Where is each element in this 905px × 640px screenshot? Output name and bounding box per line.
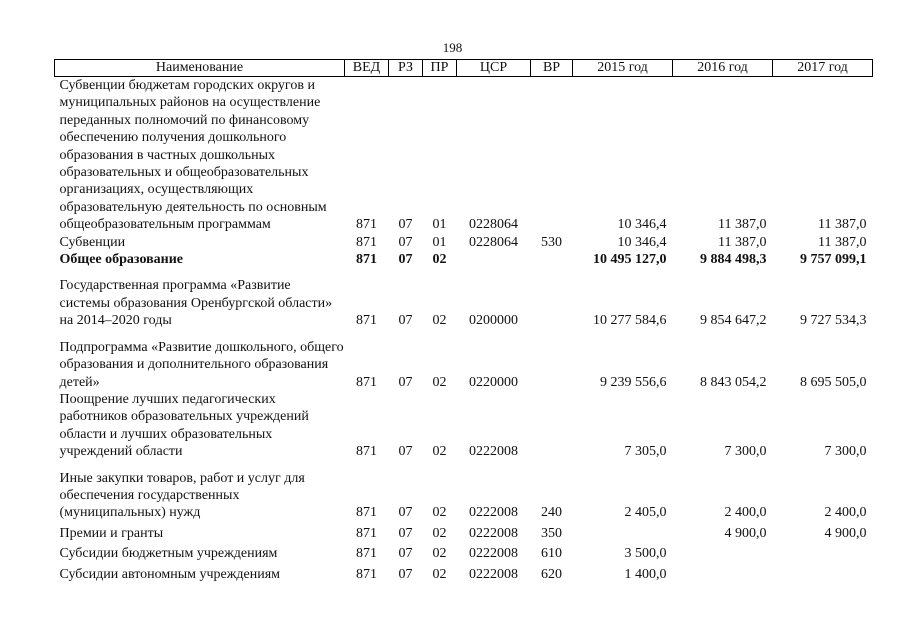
- row-csr: 0222008: [469, 505, 518, 521]
- row-name: Премии и гранты: [59, 525, 164, 541]
- table-row: [55, 391, 873, 461]
- table-row: [55, 330, 873, 391]
- row-2016: 4 900,0: [724, 525, 767, 541]
- row-vr: [531, 77, 573, 234]
- row-rz: 07: [398, 374, 413, 390]
- row-2015: 10 277 584,6: [593, 313, 667, 329]
- row-2015: 2 405,0: [624, 505, 667, 521]
- row-vr: [531, 391, 573, 461]
- row-name: Общее образование: [59, 252, 184, 268]
- row-csr: 0222008: [469, 566, 518, 582]
- row-pr: 02: [432, 566, 447, 582]
- row-ved: 871: [356, 234, 377, 250]
- row-csr: 0220000: [469, 374, 518, 390]
- table-row: [55, 77, 873, 234]
- row-rz: 07: [398, 444, 413, 460]
- table-row: [55, 268, 873, 329]
- row-ved: 871: [356, 566, 377, 582]
- row-pr: 02: [432, 505, 447, 521]
- row-vr: 350: [541, 525, 562, 541]
- row-ved: 871: [356, 505, 377, 521]
- row-pr: 02: [432, 252, 447, 268]
- row-2017: 2 400,0: [824, 505, 867, 521]
- row-name: Субвенции: [59, 234, 126, 250]
- row-csr: 0228064: [469, 217, 518, 233]
- row-2015: 9 239 556,6: [600, 374, 667, 390]
- row-2017: 8 695 505,0: [800, 374, 867, 390]
- row-name: Государственная программа «Развитие системы образования Оренбургской области» на 2014–2020 годы: [59, 278, 333, 329]
- row-name: Субсидии автономным учреждениям: [59, 566, 281, 582]
- row-name: Поощрение лучших педагогических работников образовательных учреждений области и лучших образовательных учреждений области: [59, 391, 309, 460]
- table-row: [55, 563, 873, 583]
- row-2017: 11 387,0: [818, 234, 867, 250]
- row-2016: 11 387,0: [718, 234, 767, 250]
- budget-table: [54, 59, 873, 583]
- row-rz: 07: [398, 505, 413, 521]
- row-vr: 620: [541, 566, 562, 582]
- row-2016: [673, 563, 773, 583]
- row-vr: [531, 268, 573, 329]
- row-2015: 10 495 127,0: [593, 252, 667, 268]
- row-vr: [531, 330, 573, 391]
- row-ved: 871: [356, 313, 377, 329]
- row-rz: 07: [398, 546, 413, 562]
- row-ved: 871: [356, 525, 377, 541]
- row-csr: 0228064: [469, 234, 518, 250]
- header-2017: 2017 год: [773, 60, 873, 77]
- row-rz: 07: [398, 313, 413, 329]
- row-ved: 871: [356, 374, 377, 390]
- row-pr: 02: [432, 546, 447, 562]
- row-rz: 07: [398, 525, 413, 541]
- row-ved: 871: [356, 252, 377, 268]
- header-2015: 2015 год: [573, 60, 673, 77]
- row-name: Подпрограмма «Развитие дошкольного, общего образования и дополнительного образования детей»: [59, 339, 344, 390]
- row-pr: 02: [432, 374, 447, 390]
- header-rz: РЗ: [389, 60, 423, 77]
- header-pr: ПР: [423, 60, 457, 77]
- row-pr: 01: [432, 217, 447, 233]
- row-2017: 9 757 099,1: [800, 252, 867, 268]
- row-vr: 240: [541, 505, 562, 521]
- row-pr: 02: [432, 313, 447, 329]
- row-2016: 2 400,0: [724, 505, 767, 521]
- header-2016: 2016 год: [673, 60, 773, 77]
- row-2016: 9 854 647,2: [700, 313, 767, 329]
- row-pr: 01: [432, 234, 447, 250]
- header-ved: ВЕД: [345, 60, 389, 77]
- row-2016: [673, 542, 773, 562]
- header-name: Наименование: [55, 60, 345, 77]
- row-csr: [457, 251, 531, 268]
- row-2017: 11 387,0: [818, 217, 867, 233]
- header-csr: ЦСР: [457, 60, 531, 77]
- row-2017: 4 900,0: [824, 525, 867, 541]
- row-2016: 11 387,0: [718, 217, 767, 233]
- row-2017: [773, 563, 873, 583]
- row-2017: 9 727 534,3: [800, 313, 867, 329]
- row-2017: 7 300,0: [824, 444, 867, 460]
- table-row: [55, 251, 873, 268]
- row-ved: 871: [356, 217, 377, 233]
- table-row: [55, 522, 873, 542]
- row-2015: [573, 522, 673, 542]
- row-name: Иные закупки товаров, работ и услуг для обеспечения государственных (муниципальных) нужд: [59, 470, 305, 521]
- row-vr: 610: [541, 546, 562, 562]
- row-rz: 07: [398, 252, 413, 268]
- row-ved: 871: [356, 546, 377, 562]
- row-2015: 10 346,4: [617, 234, 667, 250]
- table-header-row: [55, 60, 873, 77]
- row-vr: [531, 251, 573, 268]
- row-2016: 9 884 498,3: [700, 252, 767, 268]
- row-vr: 530: [541, 234, 562, 250]
- row-2015: 1 400,0: [624, 566, 667, 582]
- row-2015: 10 346,4: [617, 217, 667, 233]
- row-csr: 0222008: [469, 444, 518, 460]
- row-2015: 3 500,0: [624, 546, 667, 562]
- row-pr: 02: [432, 444, 447, 460]
- row-name: Субвенции бюджетам городских округов и муниципальных районов на осуществление переданных полномочий по финансовому обеспечению получения дошкольного образования в частных дошкольных образовательных и общеобразовательных организациях, осуществляющих образовательную деятельность по основным общеобразовательным программам: [59, 78, 327, 233]
- row-2016: 7 300,0: [724, 444, 767, 460]
- row-2016: 8 843 054,2: [700, 374, 767, 390]
- row-2017: [773, 542, 873, 562]
- row-rz: 07: [398, 234, 413, 250]
- row-pr: 02: [432, 525, 447, 541]
- table-row: [55, 234, 873, 251]
- row-csr: 0222008: [469, 546, 518, 562]
- row-ved: 871: [356, 444, 377, 460]
- row-csr: 0200000: [469, 313, 518, 329]
- page-number: 198: [442, 40, 463, 55]
- row-name: Субсидии бюджетным учреждениям: [59, 546, 278, 562]
- header-vr: ВР: [531, 60, 573, 77]
- row-rz: 07: [398, 217, 413, 233]
- row-rz: 07: [398, 566, 413, 582]
- table-row: [55, 542, 873, 562]
- table-row: [55, 461, 873, 522]
- row-2015: 7 305,0: [624, 444, 667, 460]
- row-csr: 0222008: [469, 525, 518, 541]
